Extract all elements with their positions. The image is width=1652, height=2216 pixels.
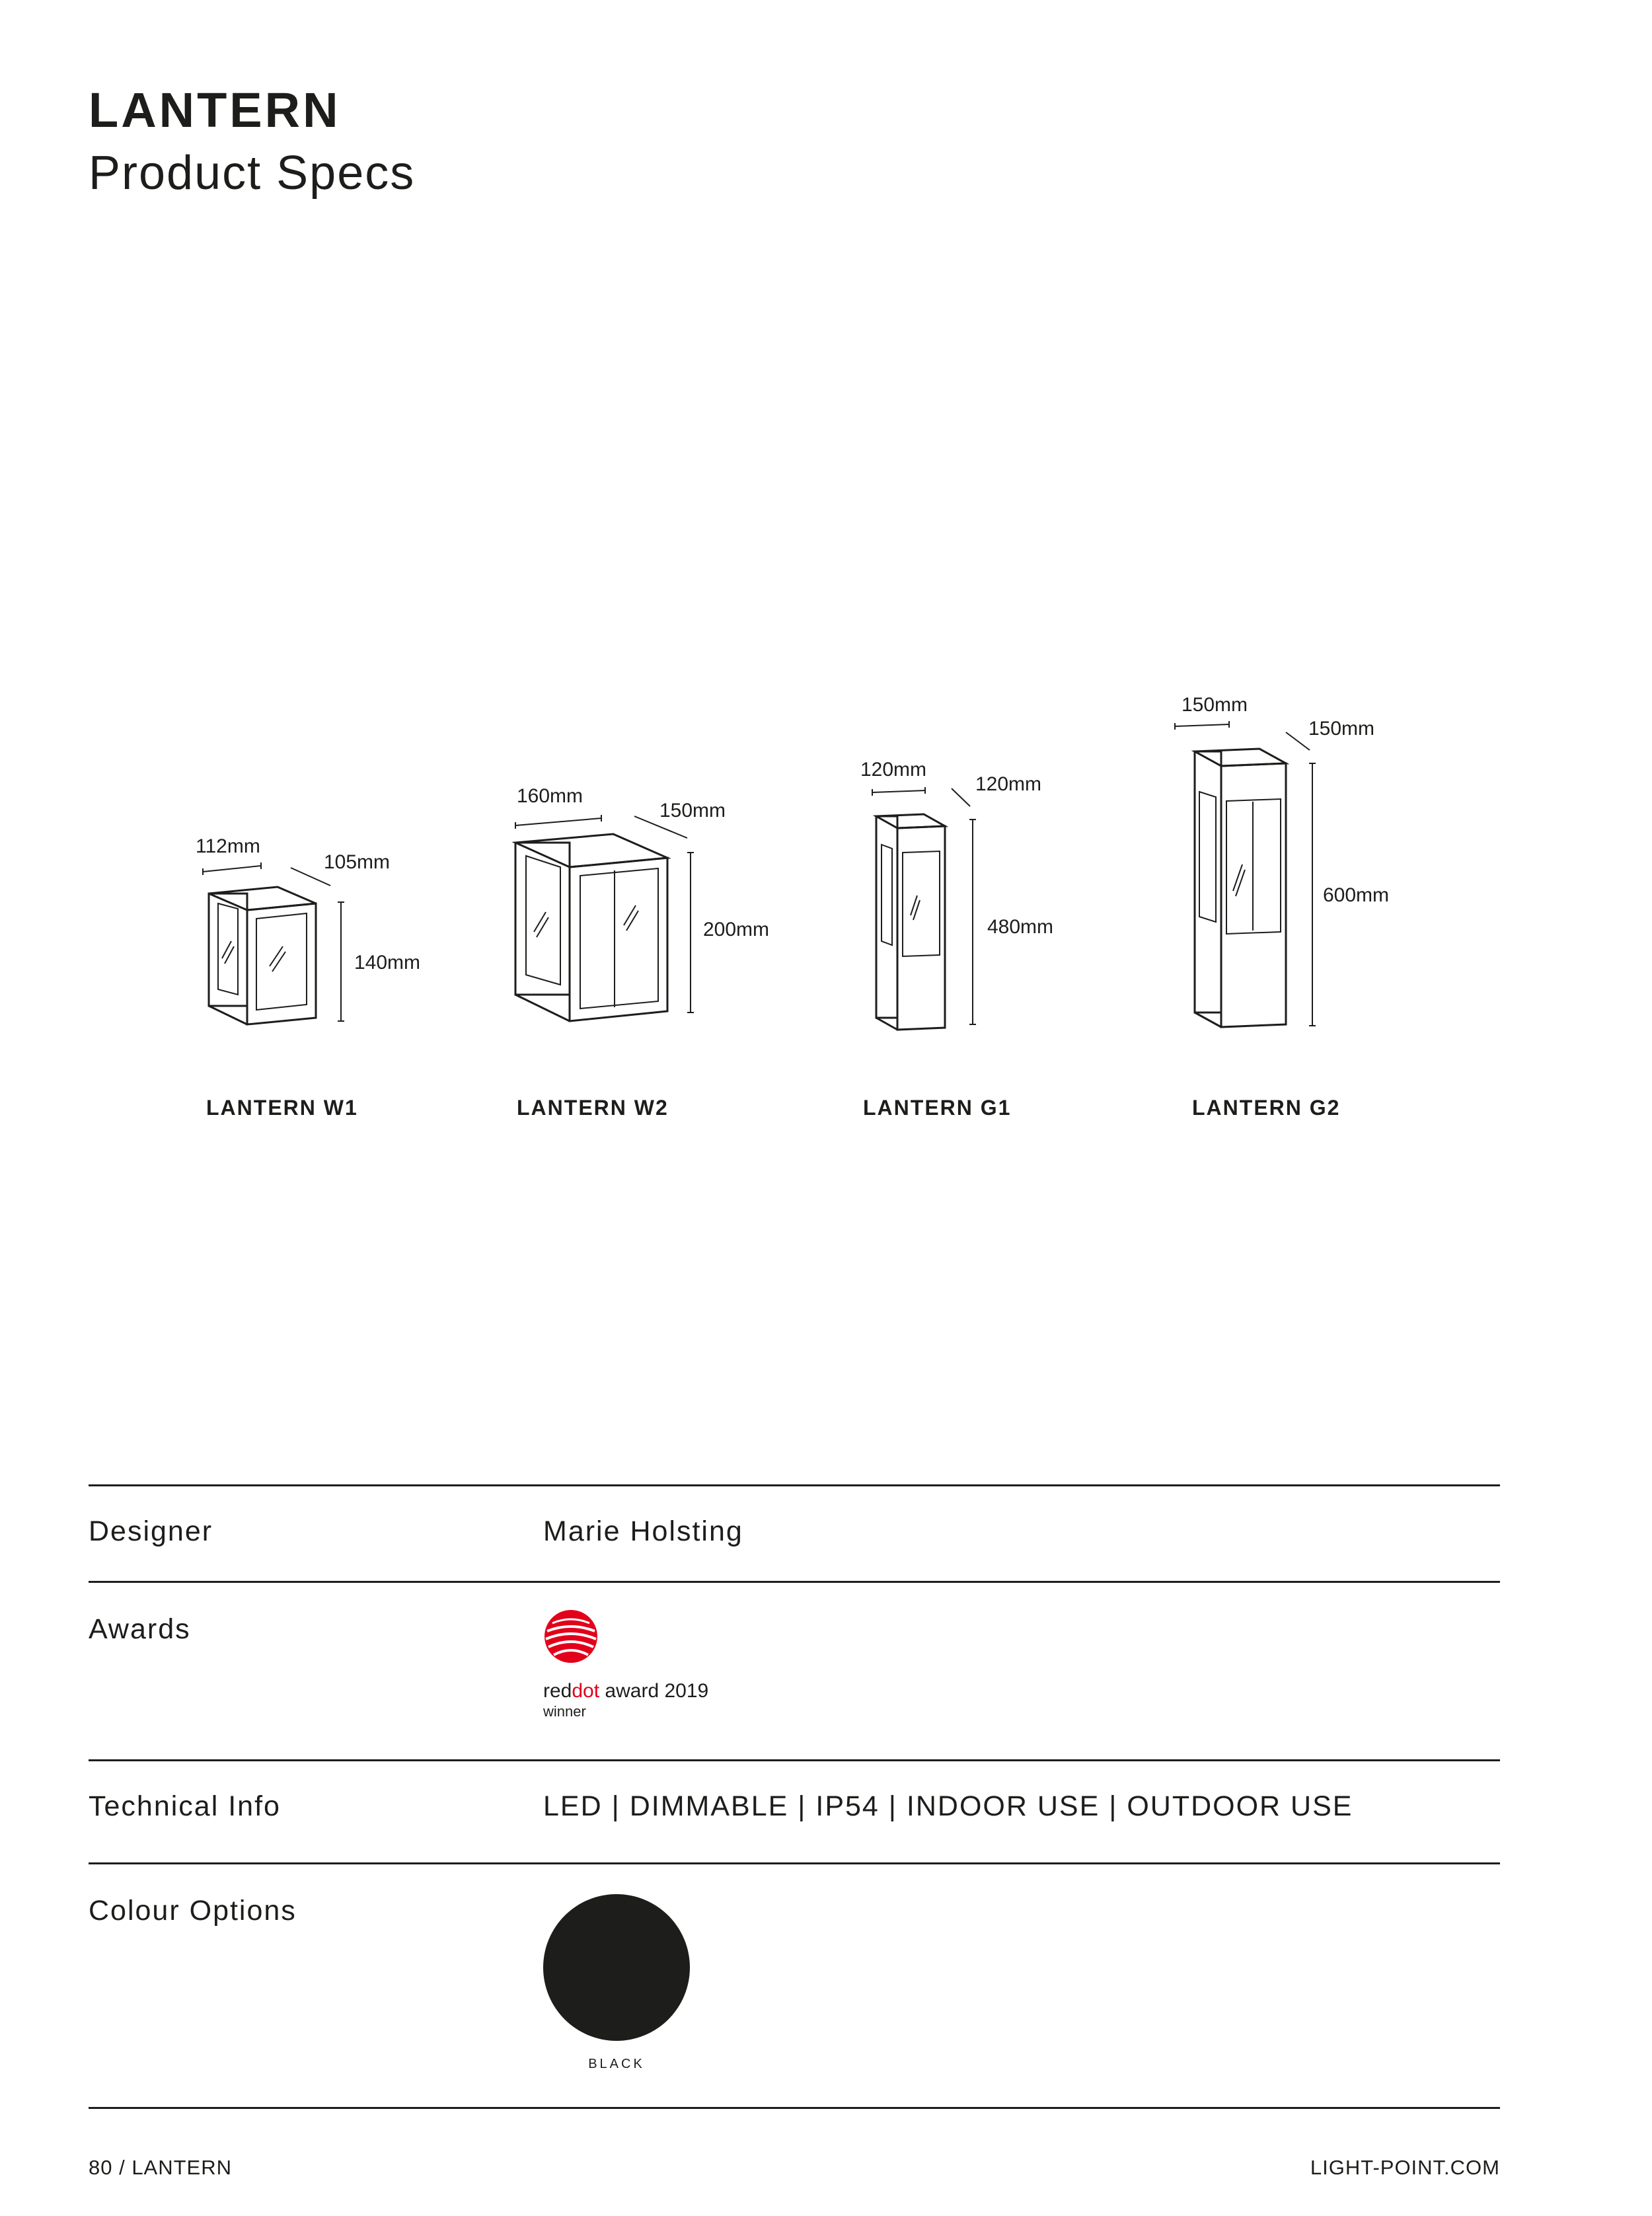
w1-depth-label: 105mm — [324, 851, 391, 873]
divider — [89, 1581, 1500, 1583]
divider — [89, 1862, 1500, 1864]
g2-width-label: 150mm — [1182, 694, 1248, 716]
page-title: LANTERN — [89, 83, 341, 137]
w2-height-label: 200mm — [703, 919, 770, 940]
w2-depth-label: 150mm — [659, 800, 726, 821]
footer-website: LIGHT-POINT.COM — [1310, 2156, 1500, 2179]
technical-info-label: Technical Info — [89, 1790, 281, 1822]
product-name-g2: LANTERN G2 — [1192, 1096, 1341, 1120]
awards-label: Awards — [89, 1613, 191, 1645]
colour-swatch-label: BLACK — [588, 2057, 645, 2071]
reddot-award-logo-icon — [543, 1609, 599, 1664]
divider — [89, 2107, 1500, 2109]
w2-width-label: 160mm — [517, 785, 583, 807]
colour-options-label: Colour Options — [89, 1895, 297, 1927]
lantern-g2-drawing — [1175, 721, 1316, 1027]
colour-swatch-black — [543, 1894, 690, 2041]
page-subtitle: Product Specs — [89, 147, 416, 200]
g2-height-label: 600mm — [1323, 884, 1390, 906]
award-text: reddot award 2019 — [543, 1680, 709, 1702]
g1-height-label: 480mm — [987, 916, 1054, 938]
designer-label: Designer — [89, 1515, 213, 1547]
g1-width-label: 120mm — [860, 759, 927, 781]
footer-page-number: 80 / LANTERN — [89, 2156, 233, 2179]
technical-info-value: LED | DIMMABLE | IP54 | INDOOR USE | OUTDOOR USE — [543, 1790, 1353, 1822]
divider — [89, 1484, 1500, 1486]
product-name-g1: LANTERN G1 — [863, 1096, 1012, 1120]
divider — [89, 1759, 1500, 1761]
w1-width-label: 112mm — [196, 835, 260, 857]
product-name-w2: LANTERN W2 — [517, 1096, 669, 1120]
g1-depth-label: 120mm — [975, 773, 1042, 795]
award-subtext: winner — [543, 1703, 586, 1720]
g2-depth-label: 150mm — [1308, 718, 1375, 740]
lantern-w2-drawing — [515, 815, 694, 1021]
lantern-w1-drawing — [203, 862, 344, 1024]
w1-height-label: 140mm — [354, 952, 421, 974]
designer-value: Marie Holsting — [543, 1515, 743, 1547]
lantern-g1-drawing — [872, 787, 976, 1030]
product-name-w1: LANTERN W1 — [206, 1096, 358, 1120]
